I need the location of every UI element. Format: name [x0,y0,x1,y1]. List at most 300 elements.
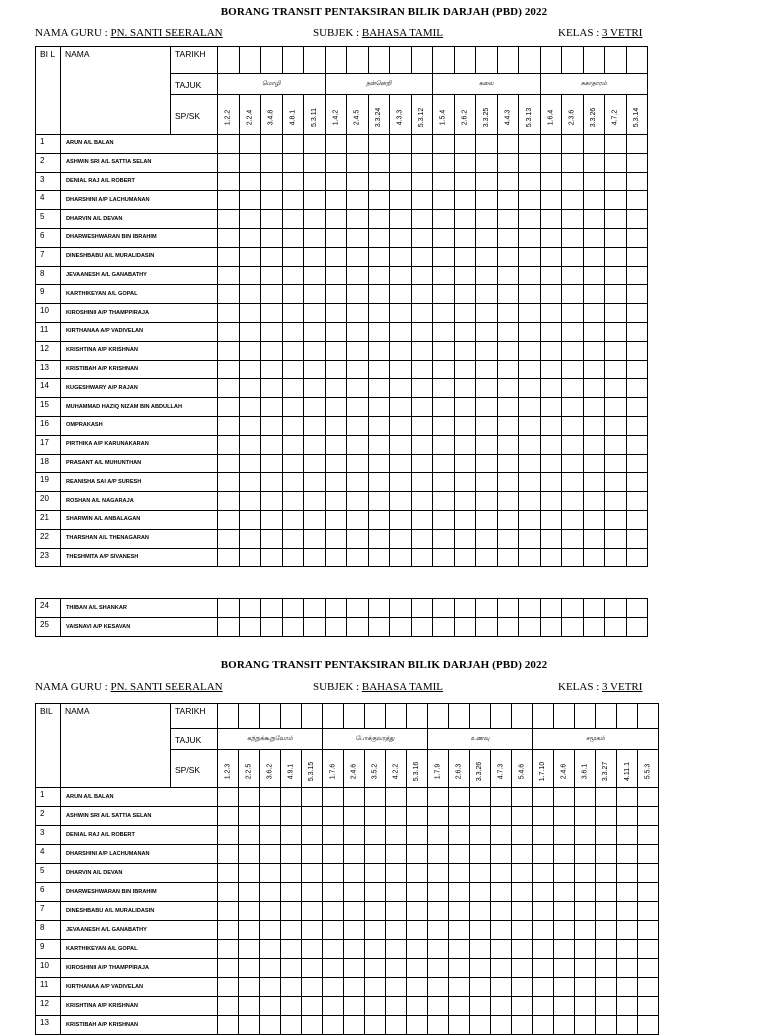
grade-cell[interactable] [476,473,498,492]
grade-cell[interactable] [583,529,605,548]
grade-cell[interactable] [497,548,519,567]
grade-cell[interactable] [344,921,365,940]
grade-cell[interactable] [282,492,304,511]
grade-cell[interactable] [519,398,541,417]
grade-cell[interactable] [239,454,261,473]
grade-cell[interactable] [218,826,239,845]
grade-cell[interactable] [562,529,584,548]
grade-cell[interactable] [302,864,323,883]
grade-cell[interactable] [638,902,659,921]
grade-cell[interactable] [554,921,575,940]
grade-cell[interactable] [281,1016,302,1035]
date-cell[interactable] [596,704,617,729]
grade-cell[interactable] [433,416,455,435]
grade-cell[interactable] [497,416,519,435]
grade-cell[interactable] [302,826,323,845]
grade-cell[interactable] [282,360,304,379]
grade-cell[interactable] [239,940,260,959]
grade-cell[interactable] [449,826,470,845]
grade-cell[interactable] [454,285,476,304]
grade-cell[interactable] [533,997,554,1016]
grade-cell[interactable] [454,599,476,618]
grade-cell[interactable] [583,435,605,454]
grade-cell[interactable] [261,360,283,379]
grade-cell[interactable] [476,266,498,285]
grade-cell[interactable] [239,172,261,191]
grade-cell[interactable] [323,902,344,921]
grade-cell[interactable] [323,978,344,997]
grade-cell[interactable] [540,548,562,567]
grade-cell[interactable] [302,788,323,807]
grade-cell[interactable] [368,266,390,285]
grade-cell[interactable] [261,191,283,210]
date-cell[interactable] [304,47,326,74]
grade-cell[interactable] [347,398,369,417]
grade-cell[interactable] [583,492,605,511]
grade-cell[interactable] [407,788,428,807]
grade-cell[interactable] [433,473,455,492]
grade-cell[interactable] [626,454,648,473]
grade-cell[interactable] [261,322,283,341]
grade-cell[interactable] [596,788,617,807]
grade-cell[interactable] [554,807,575,826]
grade-cell[interactable] [304,599,326,618]
grade-cell[interactable] [325,304,347,323]
grade-cell[interactable] [605,529,627,548]
grade-cell[interactable] [540,454,562,473]
grade-cell[interactable] [449,845,470,864]
grade-cell[interactable] [239,492,261,511]
grade-cell[interactable] [638,940,659,959]
grade-cell[interactable] [476,322,498,341]
grade-cell[interactable] [476,191,498,210]
grade-cell[interactable] [519,341,541,360]
grade-cell[interactable] [554,826,575,845]
grade-cell[interactable] [368,379,390,398]
grade-cell[interactable] [433,548,455,567]
grade-cell[interactable] [260,845,281,864]
grade-cell[interactable] [454,341,476,360]
grade-cell[interactable] [323,826,344,845]
grade-cell[interactable] [454,473,476,492]
grade-cell[interactable] [470,883,491,902]
grade-cell[interactable] [304,247,326,266]
date-cell[interactable] [218,704,239,729]
grade-cell[interactable] [626,172,648,191]
grade-cell[interactable] [428,845,449,864]
grade-cell[interactable] [347,529,369,548]
grade-cell[interactable] [540,153,562,172]
grade-cell[interactable] [449,864,470,883]
grade-cell[interactable] [562,285,584,304]
grade-cell[interactable] [239,807,260,826]
grade-cell[interactable] [454,416,476,435]
grade-cell[interactable] [605,341,627,360]
grade-cell[interactable] [281,883,302,902]
grade-cell[interactable] [365,921,386,940]
grade-cell[interactable] [449,1016,470,1035]
grade-cell[interactable] [347,360,369,379]
grade-cell[interactable] [407,997,428,1016]
grade-cell[interactable] [605,416,627,435]
grade-cell[interactable] [540,398,562,417]
grade-cell[interactable] [470,1016,491,1035]
date-cell[interactable] [540,47,562,74]
grade-cell[interactable] [261,135,283,154]
grade-cell[interactable] [325,529,347,548]
date-cell[interactable] [411,47,433,74]
grade-cell[interactable] [491,959,512,978]
grade-cell[interactable] [433,618,455,637]
grade-cell[interactable] [302,978,323,997]
grade-cell[interactable] [519,454,541,473]
grade-cell[interactable] [365,902,386,921]
grade-cell[interactable] [323,845,344,864]
grade-cell[interactable] [562,341,584,360]
grade-cell[interactable] [386,1016,407,1035]
grade-cell[interactable] [562,454,584,473]
grade-cell[interactable] [218,529,240,548]
grade-cell[interactable] [454,135,476,154]
grade-cell[interactable] [497,492,519,511]
grade-cell[interactable] [575,902,596,921]
grade-cell[interactable] [626,247,648,266]
grade-cell[interactable] [347,322,369,341]
grade-cell[interactable] [583,473,605,492]
grade-cell[interactable] [540,247,562,266]
grade-cell[interactable] [218,153,240,172]
grade-cell[interactable] [323,921,344,940]
grade-cell[interactable] [386,826,407,845]
grade-cell[interactable] [626,322,648,341]
grade-cell[interactable] [470,807,491,826]
grade-cell[interactable] [454,618,476,637]
grade-cell[interactable] [433,304,455,323]
grade-cell[interactable] [239,959,260,978]
date-cell[interactable] [533,704,554,729]
grade-cell[interactable] [433,210,455,229]
grade-cell[interactable] [533,978,554,997]
grade-cell[interactable] [239,153,261,172]
grade-cell[interactable] [347,266,369,285]
grade-cell[interactable] [282,172,304,191]
grade-cell[interactable] [390,341,412,360]
grade-cell[interactable] [239,210,261,229]
grade-cell[interactable] [540,379,562,398]
grade-cell[interactable] [239,883,260,902]
grade-cell[interactable] [476,529,498,548]
grade-cell[interactable] [540,492,562,511]
grade-cell[interactable] [605,304,627,323]
grade-cell[interactable] [365,940,386,959]
grade-cell[interactable] [638,826,659,845]
grade-cell[interactable] [304,153,326,172]
grade-cell[interactable] [638,997,659,1016]
grade-cell[interactable] [260,788,281,807]
grade-cell[interactable] [575,807,596,826]
grade-cell[interactable] [347,247,369,266]
grade-cell[interactable] [304,510,326,529]
grade-cell[interactable] [344,1016,365,1035]
grade-cell[interactable] [386,978,407,997]
grade-cell[interactable] [282,266,304,285]
grade-cell[interactable] [323,940,344,959]
grade-cell[interactable] [218,322,240,341]
grade-cell[interactable] [596,845,617,864]
grade-cell[interactable] [626,379,648,398]
grade-cell[interactable] [239,135,261,154]
grade-cell[interactable] [368,618,390,637]
grade-cell[interactable] [562,398,584,417]
grade-cell[interactable] [260,902,281,921]
grade-cell[interactable] [325,618,347,637]
grade-cell[interactable] [325,228,347,247]
grade-cell[interactable] [239,304,261,323]
grade-cell[interactable] [491,1016,512,1035]
grade-cell[interactable] [411,285,433,304]
grade-cell[interactable] [533,1016,554,1035]
grade-cell[interactable] [454,304,476,323]
grade-cell[interactable] [533,959,554,978]
grade-cell[interactable] [386,940,407,959]
date-cell[interactable] [491,704,512,729]
grade-cell[interactable] [428,978,449,997]
grade-cell[interactable] [239,599,261,618]
grade-cell[interactable] [239,826,260,845]
grade-cell[interactable] [583,247,605,266]
grade-cell[interactable] [583,599,605,618]
grade-cell[interactable] [583,172,605,191]
grade-cell[interactable] [617,978,638,997]
grade-cell[interactable] [411,599,433,618]
grade-cell[interactable] [325,398,347,417]
grade-cell[interactable] [583,398,605,417]
grade-cell[interactable] [386,997,407,1016]
grade-cell[interactable] [540,360,562,379]
grade-cell[interactable] [390,529,412,548]
grade-cell[interactable] [386,864,407,883]
grade-cell[interactable] [368,529,390,548]
grade-cell[interactable] [638,883,659,902]
grade-cell[interactable] [519,266,541,285]
grade-cell[interactable] [239,845,260,864]
grade-cell[interactable] [411,304,433,323]
grade-cell[interactable] [626,548,648,567]
grade-cell[interactable] [497,473,519,492]
grade-cell[interactable] [449,940,470,959]
grade-cell[interactable] [605,492,627,511]
date-cell[interactable] [554,704,575,729]
grade-cell[interactable] [368,191,390,210]
grade-cell[interactable] [411,473,433,492]
grade-cell[interactable] [368,473,390,492]
grade-cell[interactable] [497,228,519,247]
grade-cell[interactable] [347,172,369,191]
grade-cell[interactable] [519,285,541,304]
grade-cell[interactable] [562,435,584,454]
grade-cell[interactable] [554,883,575,902]
grade-cell[interactable] [261,510,283,529]
grade-cell[interactable] [261,492,283,511]
grade-cell[interactable] [282,153,304,172]
grade-cell[interactable] [626,210,648,229]
grade-cell[interactable] [617,1016,638,1035]
grade-cell[interactable] [596,1016,617,1035]
grade-cell[interactable] [519,599,541,618]
grade-cell[interactable] [433,153,455,172]
grade-cell[interactable] [519,379,541,398]
grade-cell[interactable] [476,618,498,637]
grade-cell[interactable] [575,959,596,978]
grade-cell[interactable] [239,997,260,1016]
grade-cell[interactable] [626,285,648,304]
grade-cell[interactable] [282,454,304,473]
grade-cell[interactable] [605,228,627,247]
grade-cell[interactable] [470,788,491,807]
grade-cell[interactable] [476,341,498,360]
grade-cell[interactable] [386,902,407,921]
grade-cell[interactable] [411,135,433,154]
grade-cell[interactable] [491,845,512,864]
date-cell[interactable] [638,704,659,729]
grade-cell[interactable] [562,210,584,229]
grade-cell[interactable] [282,322,304,341]
grade-cell[interactable] [218,902,239,921]
grade-cell[interactable] [476,247,498,266]
grade-cell[interactable] [325,210,347,229]
grade-cell[interactable] [454,172,476,191]
grade-cell[interactable] [638,807,659,826]
grade-cell[interactable] [282,228,304,247]
grade-cell[interactable] [533,826,554,845]
grade-cell[interactable] [325,153,347,172]
grade-cell[interactable] [454,529,476,548]
grade-cell[interactable] [605,322,627,341]
grade-cell[interactable] [433,341,455,360]
grade-cell[interactable] [365,883,386,902]
grade-cell[interactable] [218,940,239,959]
grade-cell[interactable] [533,921,554,940]
grade-cell[interactable] [433,454,455,473]
grade-cell[interactable] [497,322,519,341]
grade-cell[interactable] [476,210,498,229]
grade-cell[interactable] [218,599,240,618]
grade-cell[interactable] [575,883,596,902]
grade-cell[interactable] [575,921,596,940]
grade-cell[interactable] [344,902,365,921]
grade-cell[interactable] [562,266,584,285]
grade-cell[interactable] [218,135,240,154]
grade-cell[interactable] [519,492,541,511]
grade-cell[interactable] [368,304,390,323]
grade-cell[interactable] [411,341,433,360]
grade-cell[interactable] [368,454,390,473]
grade-cell[interactable] [261,285,283,304]
grade-cell[interactable] [512,826,533,845]
grade-cell[interactable] [304,416,326,435]
grade-cell[interactable] [596,921,617,940]
grade-cell[interactable] [491,883,512,902]
grade-cell[interactable] [470,940,491,959]
grade-cell[interactable] [386,807,407,826]
date-cell[interactable] [218,47,240,74]
grade-cell[interactable] [239,398,261,417]
grade-cell[interactable] [325,416,347,435]
grade-cell[interactable] [347,304,369,323]
grade-cell[interactable] [323,807,344,826]
date-cell[interactable] [239,704,260,729]
grade-cell[interactable] [218,548,240,567]
grade-cell[interactable] [562,618,584,637]
grade-cell[interactable] [428,788,449,807]
grade-cell[interactable] [449,807,470,826]
grade-cell[interactable] [368,492,390,511]
grade-cell[interactable] [407,864,428,883]
grade-cell[interactable] [347,548,369,567]
grade-cell[interactable] [304,266,326,285]
grade-cell[interactable] [261,153,283,172]
grade-cell[interactable] [433,322,455,341]
grade-cell[interactable] [239,191,261,210]
grade-cell[interactable] [304,228,326,247]
grade-cell[interactable] [433,285,455,304]
grade-cell[interactable] [512,978,533,997]
grade-cell[interactable] [282,304,304,323]
grade-cell[interactable] [449,902,470,921]
grade-cell[interactable] [454,228,476,247]
grade-cell[interactable] [596,978,617,997]
grade-cell[interactable] [583,266,605,285]
grade-cell[interactable] [347,416,369,435]
grade-cell[interactable] [411,510,433,529]
grade-cell[interactable] [218,210,240,229]
grade-cell[interactable] [575,940,596,959]
date-cell[interactable] [562,47,584,74]
grade-cell[interactable] [304,322,326,341]
grade-cell[interactable] [411,266,433,285]
grade-cell[interactable] [325,473,347,492]
grade-cell[interactable] [617,883,638,902]
grade-cell[interactable] [433,266,455,285]
grade-cell[interactable] [218,473,240,492]
grade-cell[interactable] [390,210,412,229]
grade-cell[interactable] [519,529,541,548]
grade-cell[interactable] [470,997,491,1016]
date-cell[interactable] [281,704,302,729]
grade-cell[interactable] [497,135,519,154]
grade-cell[interactable] [583,191,605,210]
grade-cell[interactable] [218,435,240,454]
grade-cell[interactable] [239,416,261,435]
grade-cell[interactable] [428,826,449,845]
grade-cell[interactable] [583,153,605,172]
grade-cell[interactable] [512,788,533,807]
grade-cell[interactable] [626,153,648,172]
grade-cell[interactable] [302,1016,323,1035]
grade-cell[interactable] [390,454,412,473]
date-cell[interactable] [347,47,369,74]
grade-cell[interactable] [390,360,412,379]
grade-cell[interactable] [344,826,365,845]
grade-cell[interactable] [325,135,347,154]
grade-cell[interactable] [562,228,584,247]
grade-cell[interactable] [347,618,369,637]
grade-cell[interactable] [605,135,627,154]
date-cell[interactable] [497,47,519,74]
grade-cell[interactable] [281,940,302,959]
grade-cell[interactable] [260,864,281,883]
grade-cell[interactable] [470,826,491,845]
